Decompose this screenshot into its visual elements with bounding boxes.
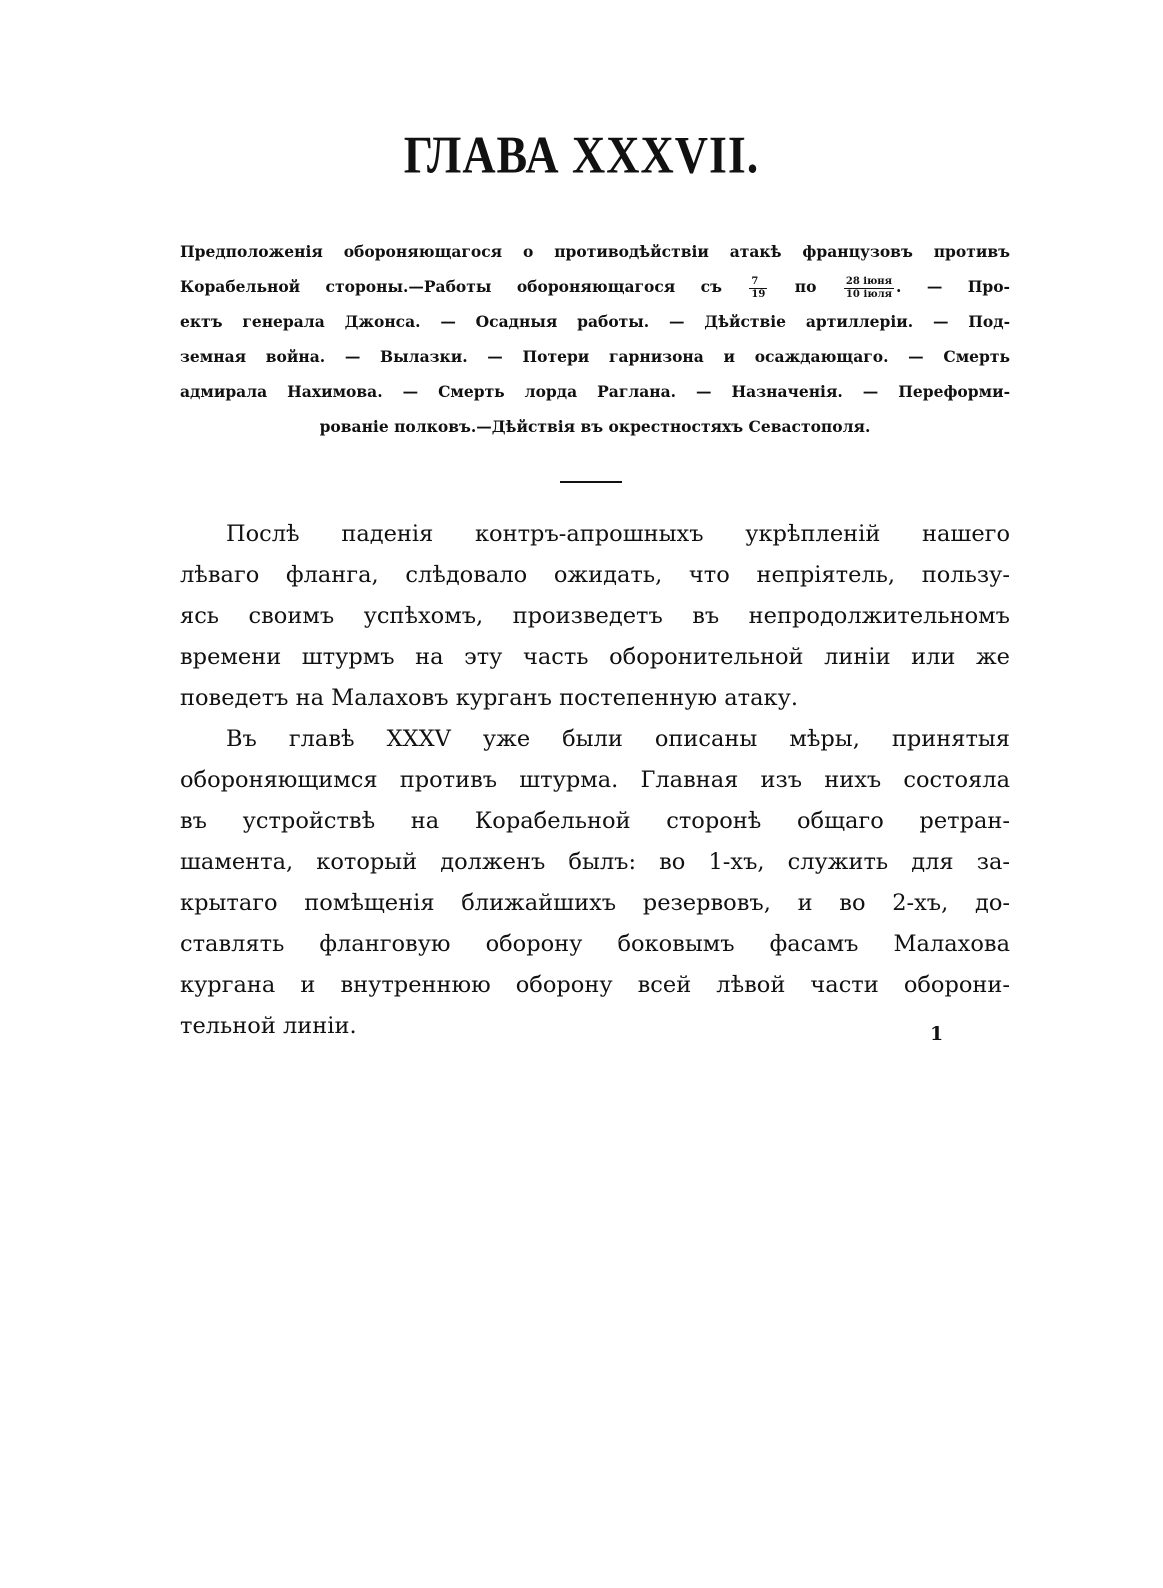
summary-line: земная война. — Вылазки. — Потери гарнизона и осаждающаго. — Смерть bbox=[180, 347, 1010, 366]
summary-text: . — Про- bbox=[896, 277, 1010, 296]
summary-text: Корабельной стороны.—Работы обороняющагося съ bbox=[180, 277, 722, 296]
paragraph-line: ясь своимъ успѣхомъ, произведетъ въ непродолжительномъ bbox=[180, 603, 1010, 629]
summary-line: Предположенія обороняющагося о противодѣйствіи атакѣ французовъ противъ bbox=[180, 242, 1010, 261]
fraction-numerator: 7 bbox=[749, 276, 767, 289]
summary-line: адмирала Нахимова. — Смерть лорда Раглана. — Назначенія. — Переформи- bbox=[180, 382, 1010, 401]
date-fraction bbox=[749, 276, 767, 301]
page-number: 1 bbox=[930, 1023, 944, 1045]
paragraph-line: тельной линіи. bbox=[180, 1013, 357, 1039]
body-text bbox=[180, 514, 1010, 1047]
paragraph-line: ставлять фланговую оборону боковымъ фасамъ Малахова bbox=[180, 931, 1010, 957]
paragraph-line: Въ главѣ XXXV уже были описаны мѣры, принятыя bbox=[226, 726, 1010, 752]
paragraph-line: шамента, который долженъ былъ: во 1-хъ, служить для за- bbox=[180, 849, 1010, 875]
section-divider bbox=[560, 481, 622, 483]
paragraph-line: поведетъ на Малаховъ курганъ постепенную атаку. bbox=[180, 685, 798, 711]
summary-text: по bbox=[794, 277, 817, 296]
summary-line: ектъ генерала Джонса. — Осадныя работы. — Дѣйствіе артиллеріи. — Под- bbox=[180, 312, 1010, 331]
paragraph-line: Послѣ паденія контръ-апрошныхъ укрѣпленій нашего bbox=[226, 521, 1010, 547]
fraction-denominator: 19 bbox=[751, 288, 766, 300]
date-fraction bbox=[844, 276, 894, 301]
fraction-numerator: 28 іюня bbox=[845, 275, 893, 287]
chapter-summary bbox=[180, 234, 1010, 444]
chapter-title: ГЛАВА XXXVII. bbox=[403, 125, 760, 184]
paragraph-line: кургана и внутреннюю оборону всей лѣвой части оборони- bbox=[180, 972, 1010, 998]
paragraph-line: обороняющимся противъ штурма. Главная изъ нихъ состояла bbox=[180, 767, 1010, 793]
paragraph-line: лѣваго фланга, слѣдовало ожидать, что непріятель, пользу- bbox=[180, 562, 1010, 588]
paragraph-line: времени штурмъ на эту часть оборонительной линіи или же bbox=[180, 644, 1010, 670]
paragraph-line: въ устройствѣ на Корабельной сторонѣ общаго ретран- bbox=[180, 808, 1010, 834]
summary-line bbox=[180, 269, 1010, 304]
paragraph-line: крытаго помѣщенія ближайшихъ резервовъ, и во 2-хъ, до- bbox=[180, 890, 1010, 916]
summary-line: рованіе полковъ.—Дѣйствія въ окрестностяхъ Севастополя. bbox=[319, 417, 871, 436]
fraction-denominator: 10 іюля bbox=[845, 288, 893, 300]
